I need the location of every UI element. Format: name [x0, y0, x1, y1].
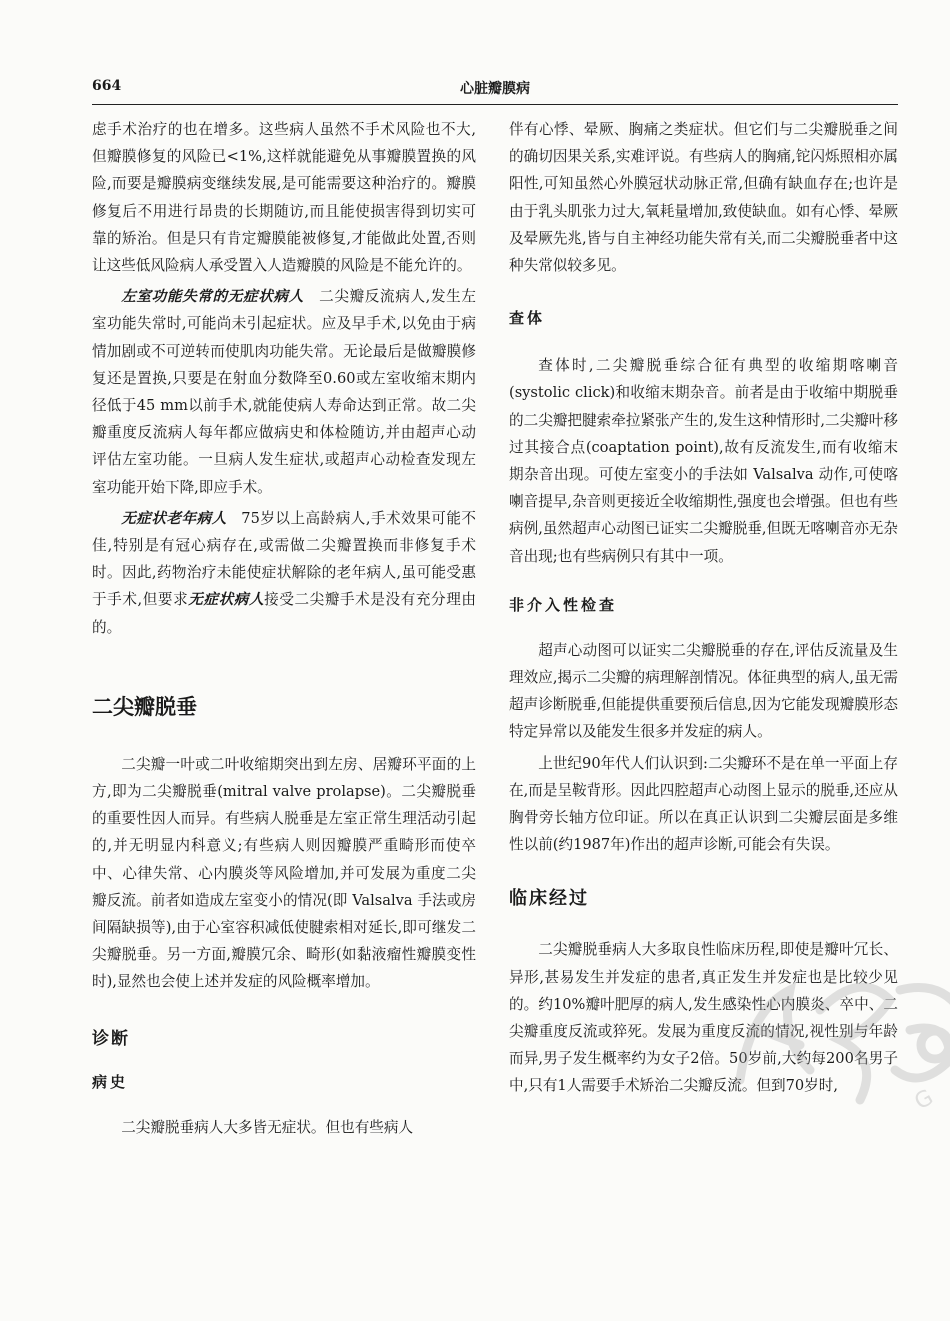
left-column: [92, 116, 476, 1141]
svg-text:G: G: [910, 1085, 938, 1116]
paragraph: 二尖瓣脱垂病人大多取良性临床历程,即使是瓣叶冗长、异形,甚易发生并发症的患者,真正发生并发症也是比较少见的。约10%瓣叶肥厚的病人,发生感染性心内膜炎、卒中、二尖瓣重度反流或猝死。发展为重度反流的情况,视性别与年龄而异,男子发生概率约为女子2倍。50岁前,大约每200名男子中,只有1人需要手术矫治二尖瓣反流。但到70岁时,: [509, 941, 898, 1095]
emphasis-text: 无症状病人: [188, 591, 265, 609]
subsubsection-heading: 病史: [92, 1072, 129, 1091]
page-header: [92, 76, 898, 105]
paragraph: 超声心动图可以证实二尖瓣脱垂的存在,评估反流量及生理效应,揭示二尖瓣的病理解剖情况。体征典型的病人,虽无需超声诊断脱垂,但能提供重要预后信息,因为它能发现瓣膜形态特定异常以及能发生很多并发症的病人。: [509, 641, 898, 741]
paragraph-text: 二尖瓣反流病人,发生左室功能失常时,可能尚未引起症状。应及早手术,以免由于病情加剧或不可逆转而使肌肉功能失常。无论最后是做瓣膜修复还是置换,只要是在射血分数降至0.60或左室收缩末期内径低于45 mm以前手术,就能使病人寿命达到正常。故二尖瓣重度反流病人每年都应做病史和体检随访,并由超声心动评估左室功能。一旦病人发生症状,或超声心动检查发现左室功能开始下降,即应手术。: [92, 288, 476, 496]
subsection-heading: 诊断: [92, 1028, 130, 1049]
paragraph: 查体时,二尖瓣脱垂综合征有典型的收缩期喀喇音(systolic click)和收缩末期杂音。前者是由于收缩中期脱垂的二尖瓣把腱索牵拉紧张产生的,发生这种情形时,二尖瓣叶移过其接合点(coaptation point),故有反流发生,而有收缩末期杂音出现。可使左室变小的手法如 Valsalva 动作,可使喀喇音提早,杂音则更接近全收缩期性,强度也会增强。但也有些病例,虽然超声心动图已证实二尖瓣脱垂,但既无喀喇音亦无杂音出现;也有些病例只有其中一项。: [509, 357, 898, 565]
paragraph: 二尖瓣脱垂病人大多皆无症状。但也有些病人: [121, 1118, 414, 1136]
page-number: 664: [92, 78, 122, 94]
paragraph-lead: 无症状老年病人: [121, 509, 227, 527]
paragraph: 伴有心悸、晕厥、胸痛之类症状。但它们与二尖瓣脱垂之间的确切因果关系,实难评说。有些病人的胸痛,铊闪烁照相亦属阳性,可知虽然心外膜冠状动脉正常,但确有缺血存在;也许是由于乳头肌张力过大,氧耗量增加,致使缺血。如有心悸、晕厥及晕厥先兆,皆与自主神经功能失常有关,而二尖瓣脱垂者中这种失常似较多见。: [509, 121, 898, 275]
paragraph-lead: 左室功能失常的无症状病人: [121, 288, 304, 306]
subsubsection-heading: 非介入性检查: [509, 595, 618, 614]
running-title: 心脏瓣膜病: [460, 81, 530, 97]
paragraph: 虑手术治疗的也在增多。这些病人虽然不手术风险也不大,但瓣膜修复的风险已<1%,这样就能避免从事瓣膜置换的风险,而要是瓣膜病变继续发展,是可能需要这种治疗的。瓣膜修复后不用进行昂贵的长期随访,而且能使损害得到切实可靠的矫治。但是只有肯定瓣膜能被修复,才能做此处置,否则让这些低风险病人承受置入人造瓣膜的风险是不能允许的。: [92, 121, 476, 275]
paragraph-text: 75岁以上高龄病人,手术效果可能不佳,特别是有冠心病存在,或需做二尖瓣置换而非修复手术时。因此,药物治疗未能使症状解除的老年病人,虽可能受惠于手术,但要求: [92, 509, 476, 609]
paragraph: [92, 505, 476, 641]
paragraph-text: 接受二尖瓣手术是没有充分理由的。: [92, 591, 476, 636]
subsection-heading: 临床经过: [509, 888, 589, 910]
paragraph: [92, 283, 476, 501]
section-heading: 二尖瓣脱垂: [92, 694, 197, 719]
paragraph: 上世纪90年代人们认识到:二尖瓣环不是在单一平面上存在,而是呈鞍背形。因此四腔超声心动图上显示的脱垂,还应从胸骨旁长轴方位印证。所以在真正认识到二尖瓣层面是多维性以前(约1987年)作出的超声诊断,可能会有失误。: [509, 754, 898, 854]
right-column: [509, 116, 898, 1100]
paragraph: 二尖瓣一叶或二叶收缩期突出到左房、居瓣环平面的上方,即为二尖瓣脱垂(mitral valve prolapse)。二尖瓣脱垂的重要性因人而异。有些病人脱垂是左室正常生理活动引起的,并无明显内科意义;有些病人则因瓣膜严重畸形而使卒中、心律失常、心内膜炎等风险增加,并可发展为重度二尖瓣反流。前者如造成左室变小的情况(即 Valsalva 手法或房间隔缺损等),由于心室容积减低使腱索相对延长,即可继发二尖瓣脱垂。另一方面,瓣膜冗余、畸形(如黏液瘤性瓣膜变性时),显然也会使上述并发症的风险概率增加。: [92, 755, 476, 991]
subsubsection-heading: 查体: [509, 309, 546, 328]
